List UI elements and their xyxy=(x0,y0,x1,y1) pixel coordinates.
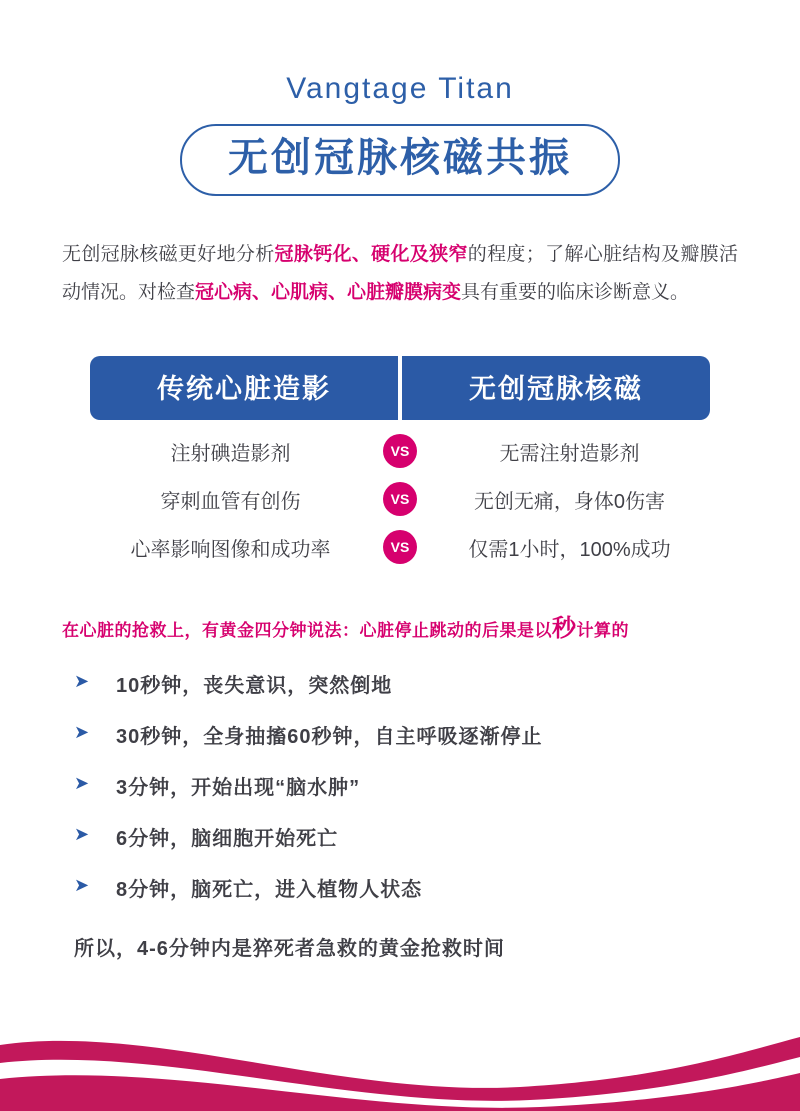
comparison-header-left: 传统心脏造影 xyxy=(90,356,398,420)
intro-highlight-2: 冠心病、心肌病、心脏瓣膜病变 xyxy=(195,282,462,303)
page-title: 无创冠脉核磁共振 xyxy=(228,136,572,180)
comparison-header-row xyxy=(90,356,710,420)
list-item xyxy=(74,669,738,698)
brand-name: Vangtage Titan xyxy=(286,72,514,105)
list-item-label: 8分钟，脑死亡，进入植物人状态 xyxy=(116,879,423,901)
golden-minutes-note xyxy=(62,608,738,643)
arrow-icon: ➤ xyxy=(74,671,90,691)
comparison-cell-left: 心率影响图像和成功率 xyxy=(130,538,331,561)
arrow-icon: ➤ xyxy=(74,824,90,844)
golden-text-a: 在心脏的抢救上，有黄金四分钟说法：心脏停止跳动的后果是以 xyxy=(62,621,552,640)
list-item xyxy=(74,771,738,800)
intro-segment-1: 无创冠脉核磁更好地分析 xyxy=(62,244,275,265)
golden-text-b: 计算的 xyxy=(576,621,629,640)
intro-segment-2: 的程度；了解心脏结构及瓣膜活动情况。对检查 xyxy=(62,244,738,303)
title-pill xyxy=(180,124,620,196)
closing-statement: 所以，4-6分钟内是猝死者急救的黄金抢救时间 xyxy=(74,938,505,960)
timeline-list xyxy=(74,669,738,902)
list-item xyxy=(74,720,738,749)
table-row xyxy=(90,530,710,564)
intro-highlight-1: 冠脉钙化、硬化及狭窄 xyxy=(274,244,468,265)
list-item-label: 30秒钟，全身抽搐60秒钟，自主呼吸逐渐停止 xyxy=(116,726,543,748)
comparison-header-right: 无创冠脉核磁 xyxy=(402,356,710,420)
comparison-table xyxy=(90,356,710,564)
arrow-icon: ➤ xyxy=(74,773,90,793)
intro-segment-3: 具有重要的临床诊断意义。 xyxy=(461,282,690,303)
comparison-cell-left: 注射碘造影剂 xyxy=(170,442,291,465)
intro-paragraph xyxy=(62,236,738,312)
list-item-label: 3分钟，开始出现“脑水肿” xyxy=(116,777,361,799)
list-item xyxy=(74,873,738,902)
comparison-cell-right: 无创无痛，身体0伤害 xyxy=(473,490,666,513)
vs-badge: VS xyxy=(383,530,417,564)
table-row xyxy=(90,482,710,516)
bottom-wave-decoration xyxy=(0,1001,800,1111)
table-row xyxy=(90,434,710,468)
list-item-label: 6分钟，脑细胞开始死亡 xyxy=(116,828,339,850)
arrow-icon: ➤ xyxy=(74,722,90,742)
document-header xyxy=(0,0,800,196)
arrow-icon: ➤ xyxy=(74,875,90,895)
list-item xyxy=(74,822,738,851)
comparison-cell-right: 无需注射造影剂 xyxy=(499,442,640,465)
comparison-cell-left: 穿刺血管有创伤 xyxy=(160,490,301,513)
golden-emphasis: 秒 xyxy=(552,615,577,642)
vs-badge: VS xyxy=(383,482,417,516)
list-item-label: 10秒钟，丧失意识，突然倒地 xyxy=(116,675,393,697)
vs-badge: VS xyxy=(383,434,417,468)
comparison-cell-right: 仅需1小时，100%成功 xyxy=(468,538,671,561)
